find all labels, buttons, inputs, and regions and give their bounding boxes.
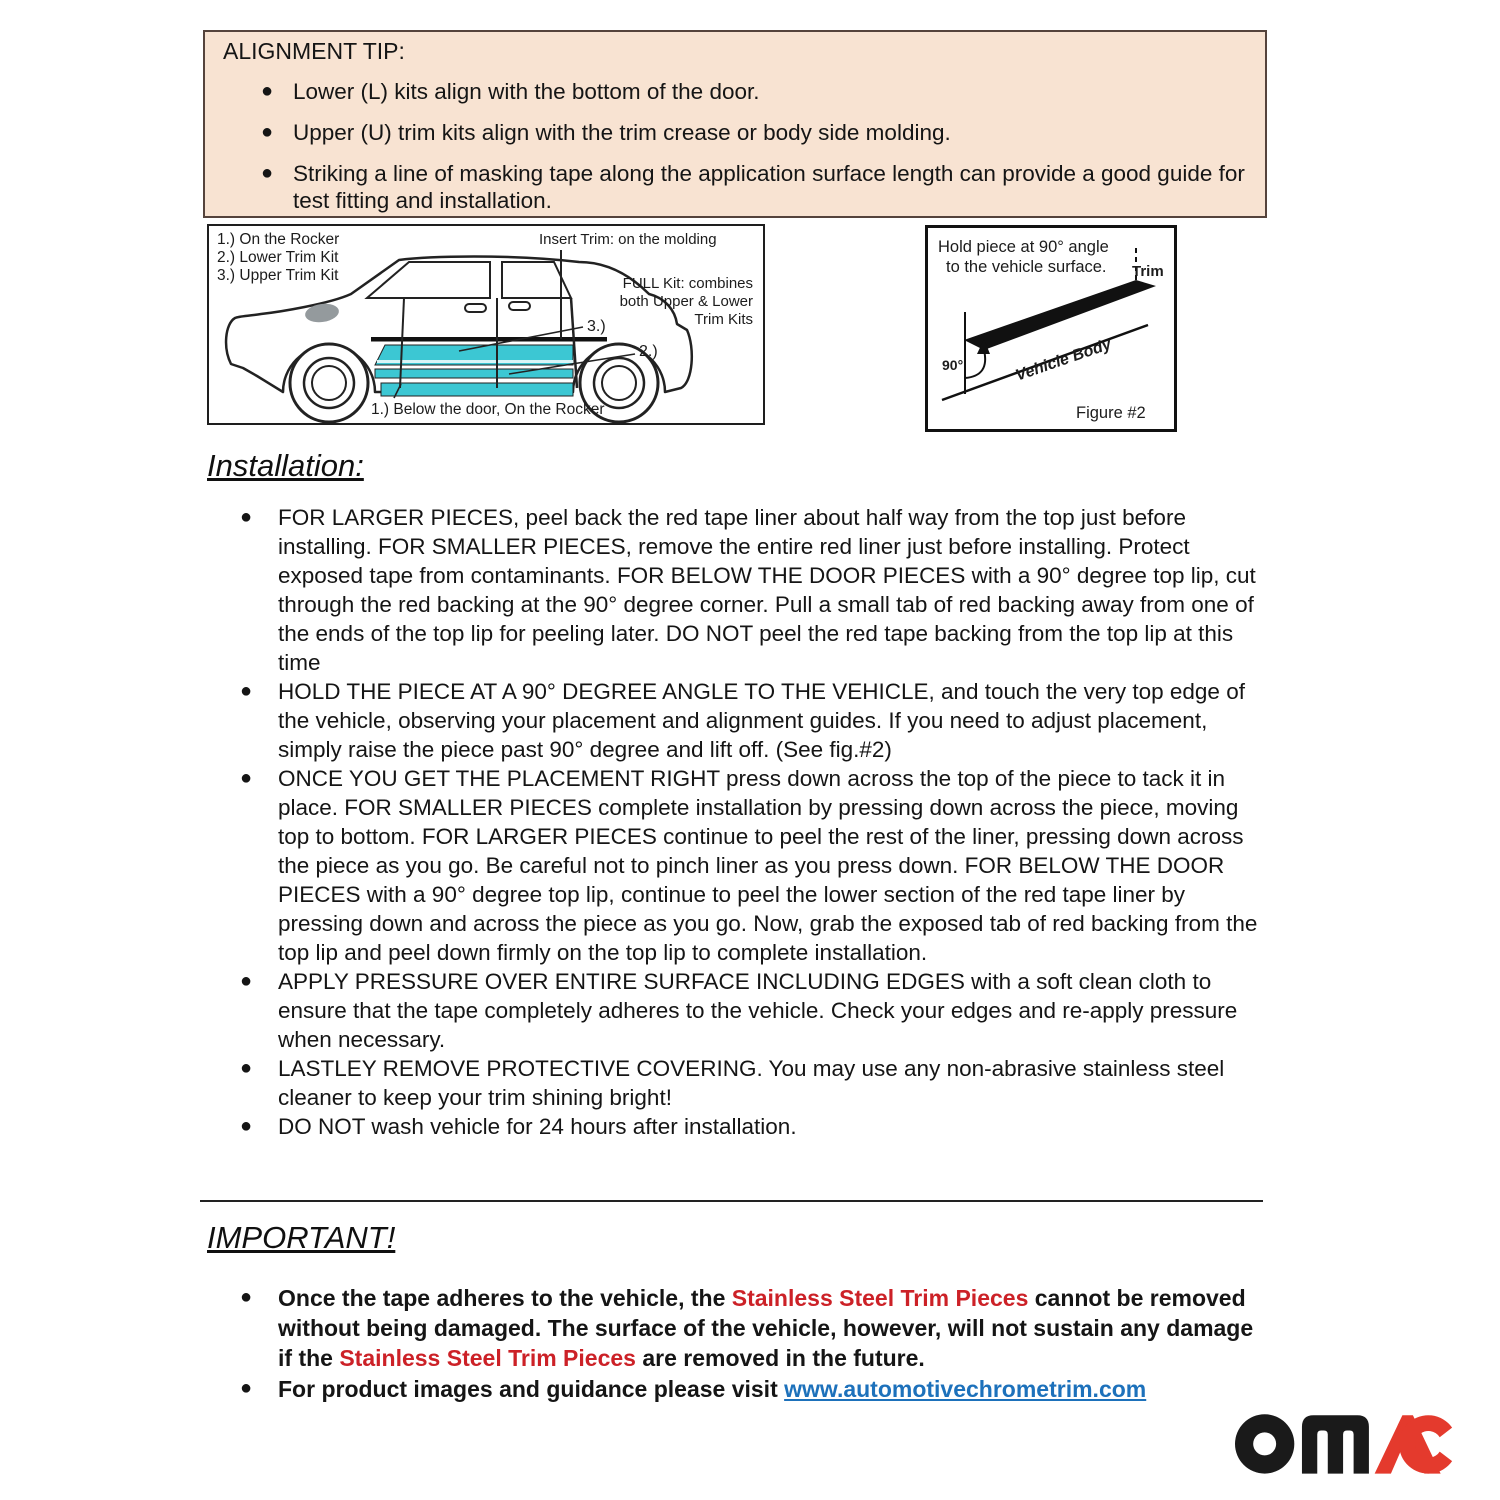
- trim-piece-shape: [964, 280, 1156, 350]
- hold-angle-illustration: [928, 228, 1174, 429]
- bullet-dot-icon: ●: [240, 1057, 253, 1079]
- insert-trim-label: Insert Trim: on the molding: [539, 231, 717, 248]
- tip-bullet: ● Lower (L) kits align with the bottom of the door.: [261, 79, 760, 104]
- figure2-caption: Figure #2: [1076, 404, 1146, 422]
- angle-arc: [965, 350, 985, 378]
- bullet-dot-icon: ●: [261, 162, 274, 184]
- alignment-tip-box: [203, 30, 1267, 218]
- section-divider: [200, 1200, 1263, 1202]
- important-bullet: [240, 1374, 1263, 1404]
- alignment-tip-title: ALIGNMENT TIP:: [223, 38, 405, 64]
- legend-line-1: 1.) On the Rocker: [217, 231, 340, 248]
- installation-bullet: ● APPLY PRESSURE OVER ENTIRE SURFACE INCLUDING EDGES with a soft clean cloth to ensure that the tape completely adheres to the vehicle. Check your edges and re-apply pressure when necessary.: [240, 969, 1238, 1052]
- important-heading: IMPORTANT!: [207, 1220, 396, 1255]
- full-kit-label-3: Trim Kits: [694, 311, 753, 328]
- installation-bullet: ● DO NOT wash vehicle for 24 hours after installation.: [240, 1114, 797, 1139]
- bullet-dot-icon: ●: [240, 1377, 253, 1399]
- bullet-dot-icon: ●: [240, 767, 253, 789]
- bullet-dot-icon: ●: [240, 1286, 253, 1308]
- trim-label: Trim: [1132, 263, 1164, 280]
- figure-2-diagram: [925, 225, 1177, 432]
- installation-list: [240, 503, 1260, 1141]
- stainless-steel-highlight: Stainless Steel Trim Pieces: [339, 1345, 636, 1371]
- callout-upper-label: 3.): [587, 318, 606, 335]
- tip-bullet: ● Striking a line of masking tape along the application surface length can provide a good guide for test fitting and installation.: [261, 161, 1245, 213]
- important-text: cannot be removed without being damaged. The surface of the vehicle, however, will not sustain any damage if the: [278, 1285, 1254, 1371]
- website-link[interactable]: www.automotivechrometrim.com: [784, 1376, 1147, 1402]
- omac-logo: [1235, 1406, 1455, 1478]
- rocker-trim-stripe: [381, 383, 573, 396]
- important-bullet: [240, 1283, 1263, 1373]
- bullet-dot-icon: ●: [261, 80, 274, 102]
- logo-letter-o: [1235, 1414, 1294, 1473]
- tip-bullet: ● Upper (U) trim kits align with the trim crease or body side molding.: [261, 120, 951, 145]
- logo-letter-m: [1302, 1415, 1369, 1473]
- car-trim-diagram: [207, 224, 765, 425]
- body-molding-line: [371, 337, 607, 342]
- omac-logo-graphic: [1235, 1406, 1455, 1478]
- legend-line-2: 2.) Lower Trim Kit: [217, 249, 339, 266]
- vehicle-body-label: Vehicle Body: [1013, 335, 1114, 385]
- installation-bullet: ● FOR LARGER PIECES, peel back the red tape liner about half way from the top just before installing. FOR SMALLER PIECES, remove the entire red liner just before installing. Protect exposed tape from contaminants. FOR BELOW THE DOOR PIECES with a 90° degree top lip, cut through the red backing at the 90° degree corner. Pull a small tab of red backing away from one of the ends of the top lip for peeling later. DO NOT peel the red tape backing from the top lip at this time: [240, 505, 1256, 675]
- stainless-steel-highlight: Stainless Steel Trim Pieces: [731, 1285, 1029, 1311]
- installation-bullet: ● ONCE YOU GET THE PLACEMENT RIGHT press down across the top of the piece to tack it in place. FOR SMALLER PIECES complete installation by pressing down across the piece, moving top to bottom. FOR LARGER PIECES continue to peel the rest of the liner, pressing down across the piece as you go. Be careful not to pinch liner as you press down. FOR BELOW THE DOOR PIECES with a 90° degree top lip, continue to peel the lower section of the red tape liner by pressing down and across the piece as you go. Now, grab the exposed tab of red backing from the top lip and peel down firmly on the top lip to complete installation.: [240, 766, 1258, 965]
- car-side-view-illustration: [209, 226, 763, 423]
- trim-stripe-highlight: [377, 360, 573, 363]
- important-list: [240, 1283, 1263, 1405]
- rocker-label: 1.) Below the door, On the Rocker: [371, 401, 605, 418]
- alignment-tip-list: [261, 78, 1261, 228]
- rear-door-handle: [509, 302, 530, 310]
- installation-bullet: ● LASTLEY REMOVE PROTECTIVE COVERING. You may use any non-abrasive stainless steel cleaner to keep your trim shining bright!: [240, 1056, 1225, 1110]
- full-kit-label-1: FULL Kit: combines: [622, 275, 753, 292]
- installation-bullet: ● HOLD THE PIECE AT A 90° DEGREE ANGLE TO THE VEHICLE, and touch the very top edge of the vehicle, observing your placement and alignment guides. If you need to adjust placement, simply raise the piece past 90° degree and lift off. (See fig.#2): [240, 679, 1245, 762]
- installation-heading: Installation:: [207, 448, 364, 483]
- front-door-handle: [465, 304, 486, 312]
- front-wheel: [290, 344, 368, 422]
- bullet-dot-icon: ●: [240, 1115, 253, 1137]
- legend-line-3: 3.) Upper Trim Kit: [217, 267, 339, 284]
- callout-lower-label: 2.): [639, 343, 658, 360]
- bullet-dot-icon: ●: [240, 680, 253, 702]
- important-text: Once the tape adheres to the vehicle, the: [278, 1285, 732, 1311]
- important-text: For product images and guidance please visit: [278, 1376, 785, 1402]
- figure2-caption-line-1: Hold piece at 90° angle: [938, 238, 1109, 256]
- angle-label: 90°: [942, 357, 964, 373]
- important-text: are removed in the future.: [635, 1345, 925, 1371]
- bullet-dot-icon: ●: [240, 970, 253, 992]
- bullet-dot-icon: ●: [261, 121, 274, 143]
- full-kit-label-2: both Upper & Lower: [619, 293, 753, 310]
- figure2-caption-line-2: to the vehicle surface.: [946, 258, 1107, 276]
- lower-trim-stripe: [375, 369, 573, 378]
- bullet-dot-icon: ●: [240, 506, 253, 528]
